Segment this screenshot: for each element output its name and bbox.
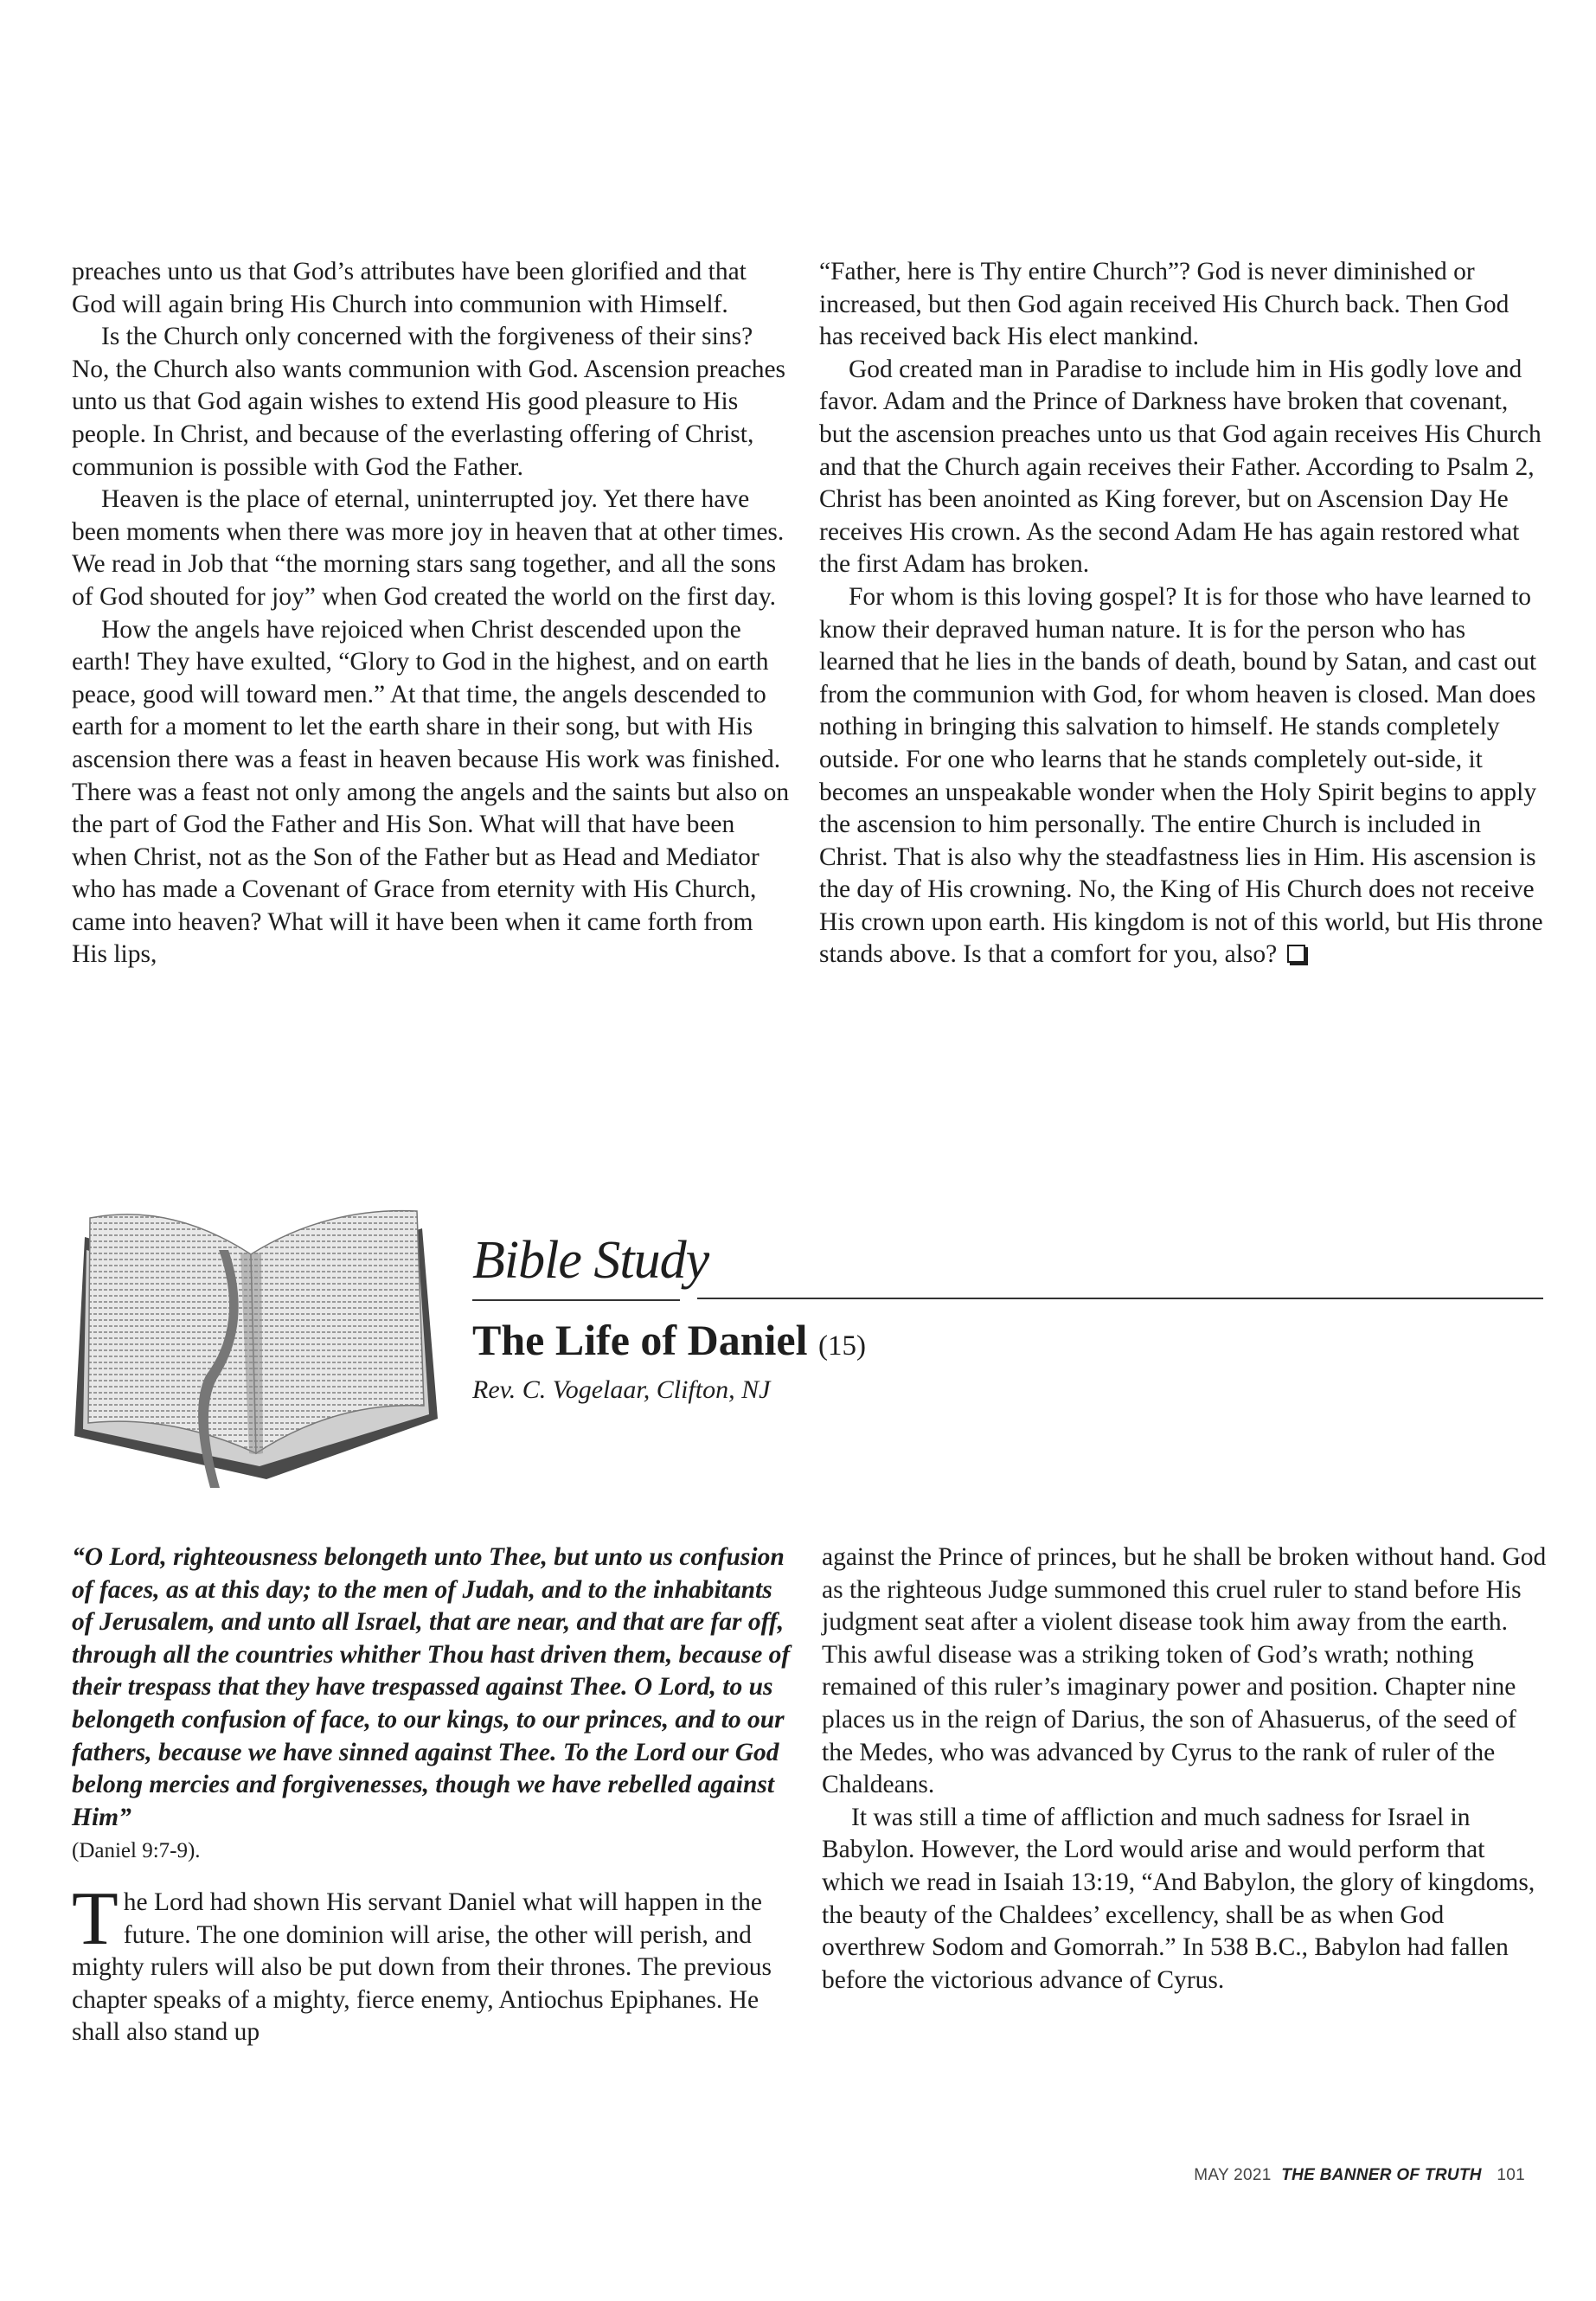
upper-left-column <box>72 256 790 971</box>
article-number: (15) <box>817 1330 866 1362</box>
footer-magazine-name: THE BANNER OF TRUTH <box>1281 2166 1482 2184</box>
drop-cap: T <box>72 1876 119 1961</box>
scripture-quote-text: “O Lord, righteousness belongeth unto Thee, but unto us confusion of faces, as at this day; to the men of Judah, and to the inhabitants of Jerusalem, and unto all Israel, that are near, and that are far off, through all the countries whither Thou hast driven them, because of their trespass that they have trespassed against Thee. O Lord, to us belongeth confusion of face, to our kings, to our princes, and to our fathers, because we have sinned against Thee. To the Lord our God belong mercies and forgivenesses, though we have rebelled against Him” <box>72 1543 791 1831</box>
lower-right-column <box>822 1541 1547 1997</box>
page-footer <box>1194 2166 1525 2185</box>
lower-left-column <box>72 1541 795 2049</box>
paragraph: It was still a time of affliction and much sadness for Israel in Babylon. However, the Lord would arise and would perform that which we read in Isaiah 13:19, “And Babylon, the glory of kingdoms, the beauty of the Chaldees’ excellency, shall be as when God overthrew Sodom and Gomorrah.” In 538 B.C., Babylon had fallen before the victorious advance of Cyrus. <box>822 1803 1535 1994</box>
paragraph: against the Prince of princes, but he shall be broken without hand. God as the righteous Judge summoned this cruel ruler to stand before His judgment seat after a violent disease took him away from the earth. This awful disease was a striking token of God’s wrath; nothing remained of this ruler’s imaginary power and position. Chapter nine places us in the reign of Darius, the son of Ahasuerus, of the seed of the Medes, who was advanced by Cyrus to the rank of ruler of the Chaldeans. <box>822 1543 1547 1799</box>
paragraph: Heaven is the place of eternal, uninterrupted joy. Yet there have been moments when there was more joy in heaven that at other times. We read in Job that “the morning stars sang together, and all the sons of God shouted for joy” when God created the world on the first day. <box>72 485 785 611</box>
article-title-text: The Life of Daniel <box>472 1316 808 1364</box>
open-bible-image <box>67 1202 439 1497</box>
paragraph: How the angels have rejoiced when Christ descended upon the earth! They have exulted, “Glory to God in the highest, and on earth peace, good will toward men.” At that time, the angels descended to earth for a moment to let the earth share in their song, but with His ascension there was a feast in heaven because His work was finished. There was a feast not only among the angels and the saints but also on the part of God the Father and His Son. What will that have been when Christ, not as the Son of the Father but as Head and Mediator who has made a Covenant of Grace from eternity with His Church, came into heaven? What will it have been when it came forth from His lips, <box>72 615 790 969</box>
paragraph: preaches unto us that God’s attributes have been glorified and that God will again bring His Church into communion with Himself. <box>72 258 747 318</box>
paragraph: Is the Church only concerned with the forgiveness of their sins? No, the Church also wants communion with God. Ascension preaches unto us that God again wishes to extend His good pleasure to His people. In Christ, and because of the everlasting offering of Christ, communion is possible with God the Father. <box>72 323 786 481</box>
heading-underline <box>472 1299 680 1301</box>
heading-rule <box>697 1298 1543 1299</box>
article-title <box>472 1315 866 1365</box>
section-heading: Bible Study <box>472 1231 709 1290</box>
spacer <box>72 1868 795 1887</box>
paragraph: “Father, here is Thy entire Church”? God is never diminished or increased, but then God again received His Church back. Then God has received back His elect mankind. <box>819 258 1509 351</box>
scripture-reference: (Daniel 9:7-9). <box>72 1839 201 1863</box>
article-author: Rev. C. Vogelaar, Clifton, NJ <box>472 1375 771 1404</box>
paragraph-with-endmark <box>819 581 1546 971</box>
paragraph-text: For whom is this loving gospel? It is for those who have learned to know their depraved human nature. It is for the person who has learned that he lies in the bands of death, bound by Satan, and cast out from the communion with God, for whom heaven is closed. Man does nothing in bringing this salvation to himself. He stands completely outside. For one who learns that he stands completely out-side, it becomes an unspeakable wonder when the Holy Spirit begins to apply the ascension to him personally. The entire Church is included in Christ. That is also why the steadfastness lies in Him. His ascension is the day of His crowning. No, the King of His Church does not receive His crown upon earth. His kingdom is not of this world, but His throne stands above. Is that a comfort for you, also? <box>819 582 1543 969</box>
opening-paragraph <box>72 1876 795 2049</box>
end-mark-icon <box>1287 945 1305 963</box>
paragraph-text: he Lord had shown His servant Daniel what will happen in the future. The one dominion will arise, the other will perish, and mighty rulers will also be put down from their thrones. The previous chapter speaks of a mighty, fierce enemy, Antiochus Epiphanes. He shall also stand up <box>72 1888 772 2047</box>
footer-page-number: 101 <box>1497 2166 1525 2184</box>
paragraph: God created man in Paradise to include him in His godly love and favor. Adam and the Prince of Darkness have broken that covenant, but the ascension preaches unto us that God again receives His Church and that the Church again receives their Father. According to Psalm 2, Christ has been anointed as King forever, but on Ascension Day He receives His crown. As the second Adam He has again restored what the first Adam has broken. <box>819 355 1542 579</box>
footer-date: MAY 2021 <box>1194 2166 1272 2184</box>
upper-right-column <box>819 256 1546 971</box>
scripture-quote <box>72 1541 795 1868</box>
